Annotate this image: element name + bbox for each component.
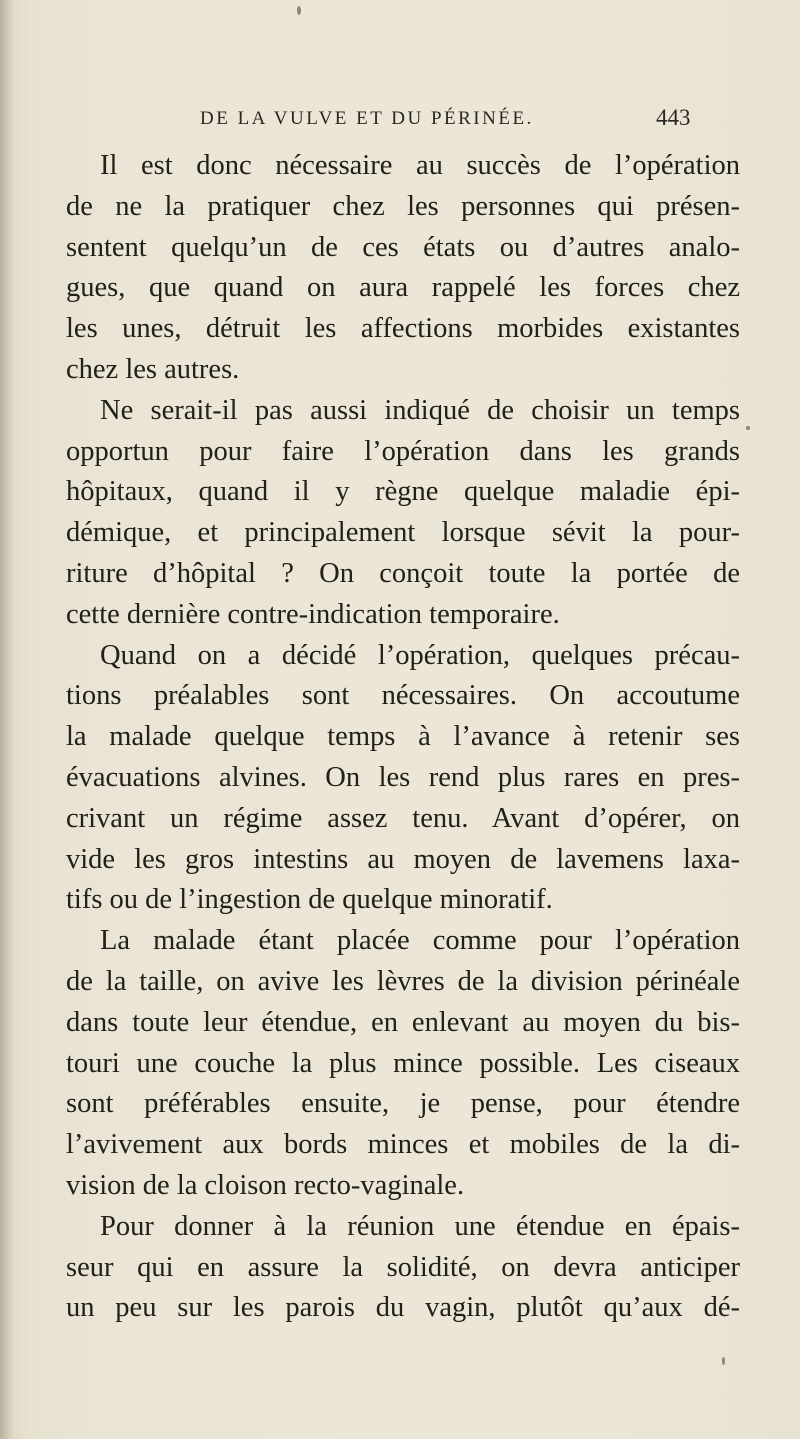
ink-fleck	[746, 426, 750, 430]
text-line: démique, et principalement lorsque sévit la pour-	[66, 517, 740, 549]
text-line: les unes, détruit les affections morbides existantes	[66, 313, 740, 345]
text-line: vide les gros intestins au moyen de lavemens laxa-	[66, 843, 740, 875]
text-line: un peu sur les parois du vagin, plutôt qu’aux dé-	[66, 1292, 740, 1324]
running-head: DE LA VULVE ET DU PÉRINÉE.	[200, 108, 534, 129]
text-line: vision de la cloison recto-vaginale.	[66, 1169, 465, 1201]
ink-fleck	[722, 1357, 725, 1365]
text-line: seur qui en assure la solidité, on devra anticiper	[66, 1251, 740, 1283]
page-number: 443	[656, 105, 691, 130]
text-line: l’avivement aux bords minces et mobiles de la di-	[66, 1129, 740, 1161]
gutter-shadow	[0, 0, 14, 1439]
text-line: évacuations alvines. On les rend plus rares en pres-	[66, 761, 740, 793]
text-line: tions préalables sont nécessaires. On accoutume	[66, 680, 740, 712]
ink-fleck	[297, 6, 301, 15]
text-line: opportun pour faire l’opération dans les grands	[66, 435, 740, 467]
text-line: dans toute leur étendue, en enlevant au moyen du bis-	[66, 1006, 740, 1038]
page-header	[0, 102, 800, 142]
text-line: tifs ou de l’ingestion de quelque minoratif.	[66, 884, 553, 916]
text-line: la malade quelque temps à l’avance à retenir ses	[66, 721, 740, 753]
text-line: Quand on a décidé l’opération, quelques précau-	[100, 639, 740, 671]
text-line: La malade étant placée comme pour l’opération	[100, 925, 740, 957]
text-line: Pour donner à la réunion une étendue en épais-	[100, 1210, 740, 1242]
text-line: riture d’hôpital ? On conçoit toute la portée de	[66, 557, 740, 589]
text-line: de la taille, on avive les lèvres de la division périnéale	[66, 965, 740, 997]
text-line: cette dernière contre-indication temporaire.	[66, 598, 560, 630]
text-line: crivant un régime assez tenu. Avant d’opérer, on	[66, 802, 740, 834]
text-line: de ne la pratiquer chez les personnes qui présen-	[66, 190, 740, 222]
text-line: Il est donc nécessaire au succès de l’opération	[100, 150, 740, 181]
text-line: touri une couche la plus mince possible. Les ciseaux	[66, 1047, 740, 1079]
text-line: hôpitaux, quand il y règne quelque maladie épi-	[66, 476, 740, 508]
body-text	[66, 146, 740, 1329]
text-line: sont préférables ensuite, je pense, pour étendre	[66, 1088, 740, 1120]
text-line: gues, que quand on aura rappelé les forces chez	[66, 272, 740, 304]
text-line: sentent quelqu’un de ces états ou d’autres analo-	[66, 231, 740, 263]
text-line: Ne serait-il pas aussi indiqué de choisir un temps	[100, 394, 740, 426]
text-line: chez les autres.	[66, 353, 240, 385]
